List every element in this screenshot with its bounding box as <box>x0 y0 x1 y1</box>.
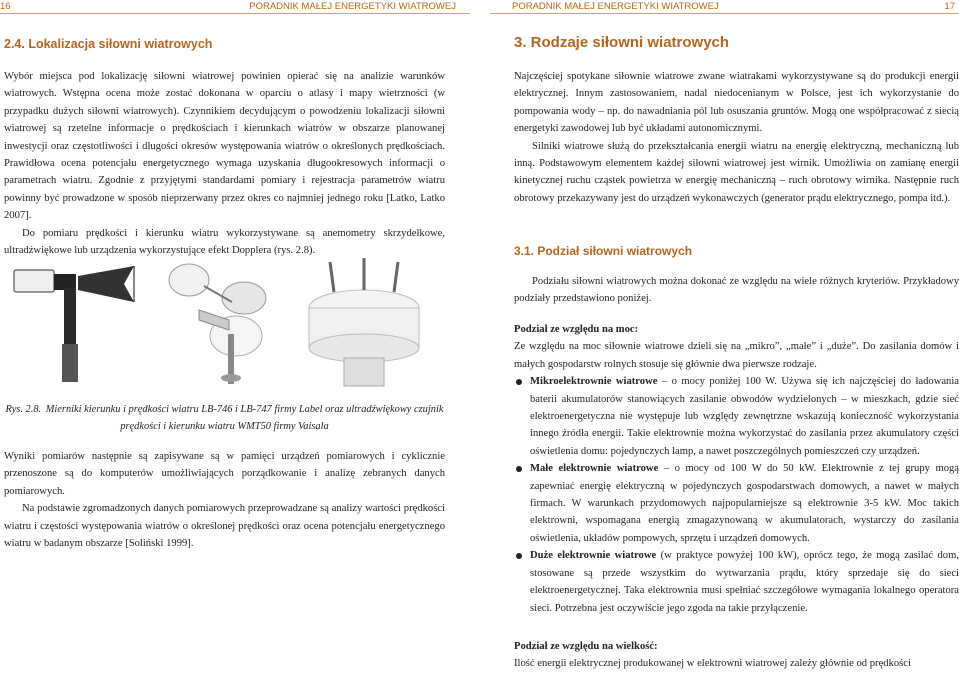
paragraph: Wybór miejsca pod lokalizację siłowni wiatrowej powinien opierać się na analizie warunków wiatrowych. Wstępna ocena może zostać dokonana w oparciu o atlasy i mapy wietrzności (w przypadku dużych siłowni wiatrowych). Czynnikiem decydującym o powodzeniu lokalizacji siłowni wiatrowej są rzetelne informacje o prędkościach i kierunkach wiatrów w obszarze planowanej inwestycji oraz częstotliwości i długości okresów występowania wiatrów o określonych prędkościach. Prawidłowa ocena potencjału energetycznego wymaga uzyskania długookresowych informacji o parametrach wiatru. Zgodnie z przyjętymi standardami pomiary i rejestracja parametrów wiatru powinny być prowadzone w sposób nieprzerwany przez okres co najmniej jednego roku [Latko, Latko 2007]. <box>4 71 445 222</box>
caption-label: Rys. 2.8. <box>5 404 42 415</box>
ultrasonic-sensor-icon <box>309 258 419 386</box>
power-division-section <box>514 321 959 617</box>
chapter-heading: 3. Rodzaje siłowni wiatrowych <box>514 34 730 51</box>
figure-wind-instruments <box>4 258 445 393</box>
power-bullets <box>514 373 959 617</box>
paragraph: Podziału siłowni wiatrowych można dokonać ze względu na wiele różnych kryteriów. Przykładowy podziały przedstawiono poniżej. <box>514 276 959 305</box>
list-text: – o mocy od 100 W do 50 kW. Elektrownie z tej grupy mogą zapewniać energię elektryczną w pojedynczych gospodarstwach domowych, a nawet w małych firmach. W warunkach przydomowych najpopularniejsze są elektrownie 3-5 kW. Moc takich elektrowni, wspomagana energią zmagazynowaną w akumulatorach, wystarczy do zasilania oświetlenia, układów pompowych, sprzętu i urządzeń domowych. <box>530 463 959 544</box>
running-title: PORADNIK MAŁEJ ENERGETYKI WIATROWEJ <box>249 1 456 12</box>
list-text: – o mocy poniżej 100 W. Używa się ich najczęściej do ładowania baterii akumulatorów stanowiących zasilanie obwodów wydzielonych – w mieszkach, gdzie sieć elektroenergetyczna nie występuje lub względy zewnętrzne wskazują konieczność wykorzystania innego źródła energii. Takie elektrownie można wykorzystać do zasilania przez akumulatory części oświetlenia domu: pojedynczych lamp, a nawet poszczególnych pomieszczeń czy urządzeń. <box>530 376 959 457</box>
vane-anemometer-icon <box>14 266 134 382</box>
right-body-division <box>514 273 959 308</box>
figure-caption <box>4 401 445 435</box>
left-running-header <box>0 0 470 14</box>
list-item <box>514 373 959 460</box>
list-term: Duże elektrownie wiatrowe <box>530 550 657 562</box>
paragraph: Silniki wiatrowe służą do przekształcania energii wiatru na energię elektryczną, mechaniczną lub inną. Podstawowym elementem każdej siłowni wiatrowej jest wirnik. Umożliwia on zamianę energii kinetycznej ruchu cząstek powietrza w energię mechaniczną – ruch obrotowy wirnika. Następnie ruch obrotowy przekazywany jest do urządzeń wykonawczych (generator prądu elektrycznego, pompa itd.). <box>514 140 959 204</box>
page-number: 16 <box>0 1 11 12</box>
paragraph: Ilość energii elektrycznej produkowanej w elektrowni wiatrowej zależy głównie od prędkości <box>514 658 911 670</box>
left-body-top <box>4 68 445 259</box>
right-page <box>490 0 959 673</box>
right-running-header <box>490 0 959 14</box>
caption-text: Mierniki kierunku i prędkości wiatru LB-746 i LB-747 firmy Label oraz ultradźwiękowy czujnik prędkości i kierunku wiatru WMT50 firmy Vaisala <box>45 404 444 432</box>
list-text: (w praktyce powyżej 100 kW), oprócz tego, że mogą zasilać dom, stosowane są przede wszystkim do wytwarzania prądu, który sprzedaje się do sieci elektroenergetycznej. Taka elektrownia musi spełniać szczegółowe wymagania lokalnego operatora sieci. Potrzebna jest oczywiście jego zgoda na takie przyłączenie. <box>530 550 959 614</box>
right-body-intro <box>514 68 959 207</box>
paragraph: Ze względu na moc siłownie wiatrowe dzieli się na „mikro”, „małe” i „duże”. Do zasilania domów i małych gospodarstw rolnych stosuje się głównie dwa pierwsze rodzaje. <box>514 341 959 370</box>
list-term: Mikroelektrownie wiatrowe <box>530 376 658 388</box>
paragraph: Na podstawie zgromadzonych danych pomiarowych przeprowadzane są analizy wartości prędkości wiatru i częstości występowania wiatrów o określonej prędkości oraz ocena potencjału energetycznego wiatru w badanym obszarze [Soliński 1999]. <box>4 503 445 550</box>
instruments-illustration <box>4 258 445 393</box>
paragraph: Wyniki pomiarów następnie są zapisywane są w pamięci urządzeń pomiarowych i cyklicznie przenoszone są do komputerów umożliwiających porządkowanie i analizę zebranych danych pomiarowych. <box>4 451 445 497</box>
header-rule <box>490 13 959 14</box>
bullet-icon <box>516 466 522 472</box>
header-rule <box>0 13 470 14</box>
list-item <box>514 460 959 547</box>
paragraph: Najczęściej spotykane siłownie wiatrowe zwane wiatrakami wykorzystywane są do produkcji energii elektrycznej. Innym zastosowaniem, nadal niedocenianym w Polsce, jest ich wykorzystanie do pompowania wody – np. do nawadniania pól lub osuszania gruntów. Mogą one współpracować z siecią energetyki zawodowej lub być układami autonomicznymi. <box>514 71 959 135</box>
list-term: Małe elektrownie wiatrowe <box>530 463 659 475</box>
cup-anemometer-icon <box>169 264 266 384</box>
power-division-title: Podział ze względu na moc: <box>514 324 639 335</box>
left-page <box>0 0 470 673</box>
bullet-icon <box>516 553 522 559</box>
page-number: 17 <box>944 1 955 12</box>
section-heading: 2.4. Lokalizacja siłowni wiatrowych <box>4 37 213 51</box>
size-division-title: Podział ze względu na wielkość: <box>514 641 658 652</box>
running-title: PORADNIK MAŁEJ ENERGETYKI WIATROWEJ <box>512 1 719 12</box>
paragraph: Do pomiaru prędkości i kierunku wiatru wykorzystywane są anemometry skrzydełkowe, ultradźwiękowe lub urządzenia wykorzystujące efekt Dopplera (rys. 2.8). <box>4 227 445 257</box>
subsection-heading: 3.1. Podział siłowni wiatrowych <box>514 244 693 258</box>
left-body-bottom <box>4 448 445 552</box>
size-division-section <box>514 638 959 673</box>
bullet-icon <box>516 379 522 385</box>
list-item <box>514 547 959 617</box>
